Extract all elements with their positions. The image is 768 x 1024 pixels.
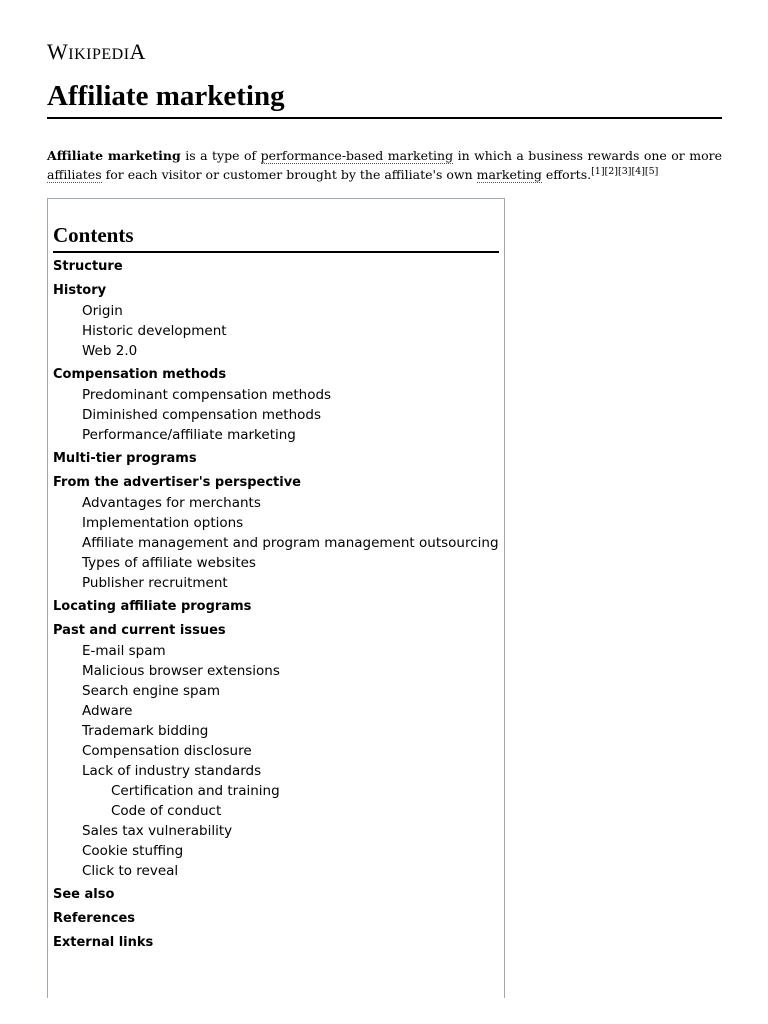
intro-text-2: in which a business rewards one or more xyxy=(453,148,722,163)
toc-item-history[interactable]: History xyxy=(53,283,107,298)
toc-item-sales-tax[interactable]: Sales tax vulnerability xyxy=(82,823,233,839)
page-title: Affiliate marketing xyxy=(47,78,722,119)
link-marketing[interactable]: marketing xyxy=(476,167,542,182)
toc-item-web-2[interactable]: Web 2.0 xyxy=(82,343,138,359)
toc-item-affiliate-management[interactable]: Affiliate management and program management outsourcing xyxy=(82,535,499,551)
toc-item-performance-affiliate[interactable]: Performance/affiliate marketing xyxy=(82,427,296,443)
toc-item-malicious-extensions[interactable]: Malicious browser extensions xyxy=(82,663,280,679)
toc-item-industry-standards[interactable]: Lack of industry standards xyxy=(82,763,262,779)
toc-item-adware[interactable]: Adware xyxy=(82,703,133,719)
reference-links[interactable]: [1][2][3][4][5] xyxy=(591,165,659,177)
intro-text-4: efforts. xyxy=(541,167,592,182)
toc-item-predominant-compensation[interactable]: Predominant compensation methods xyxy=(82,387,332,403)
toc-item-click-to-reveal[interactable]: Click to reveal xyxy=(82,863,179,879)
toc-item-multi-tier[interactable]: Multi-tier programs xyxy=(53,451,197,466)
toc-item-implementation-options[interactable]: Implementation options xyxy=(82,515,244,531)
wordmark-lead-letter: W xyxy=(47,39,69,64)
wordmark-middle-letters: IKIPEDI xyxy=(68,46,130,63)
toc-item-cookie-stuffing[interactable]: Cookie stuffing xyxy=(82,843,184,859)
toc-item-compensation-methods[interactable]: Compensation methods xyxy=(53,367,227,382)
toc-item-compensation-disclosure[interactable]: Compensation disclosure xyxy=(82,743,252,759)
toc-item-certification-training[interactable]: Certification and training xyxy=(111,783,280,799)
intro-text-1: is a type of xyxy=(180,148,261,163)
link-performance-based-marketing[interactable]: performance-based marketing xyxy=(260,148,454,163)
toc-item-email-spam[interactable]: E-mail spam xyxy=(82,643,166,659)
toc-item-references[interactable]: References xyxy=(53,911,136,926)
intro-paragraph xyxy=(47,146,722,184)
toc-item-advantages-merchants[interactable]: Advantages for merchants xyxy=(82,495,261,511)
toc-item-historic-development[interactable]: Historic development xyxy=(82,323,227,339)
link-affiliates[interactable]: affiliates xyxy=(47,167,102,182)
intro-bold-term: Affiliate marketing xyxy=(47,148,181,163)
toc-item-code-of-conduct[interactable]: Code of conduct xyxy=(111,803,222,819)
toc-title: Contents xyxy=(53,221,499,253)
toc-item-diminished-compensation[interactable]: Diminished compensation methods xyxy=(82,407,321,423)
toc-item-see-also[interactable]: See also xyxy=(53,887,115,902)
toc-item-locating-programs[interactable]: Locating affiliate programs xyxy=(53,599,252,614)
toc-list xyxy=(53,257,503,953)
toc-item-external-links[interactable]: External links xyxy=(53,935,154,950)
wordmark-tail-letter: A xyxy=(129,39,146,64)
toc-item-structure[interactable]: Structure xyxy=(53,259,123,274)
toc-item-past-current-issues[interactable]: Past and current issues xyxy=(53,623,226,638)
toc-item-types-affiliate-websites[interactable]: Types of affiliate websites xyxy=(82,555,256,571)
toc-item-trademark-bidding[interactable]: Trademark bidding xyxy=(82,723,209,739)
wikipedia-wordmark[interactable] xyxy=(47,40,146,67)
toc-item-advertiser-perspective[interactable]: From the advertiser's perspective xyxy=(53,475,301,490)
intro-text-3: for each visitor or customer brought by the affiliate's own xyxy=(101,167,477,182)
toc-item-search-engine-spam[interactable]: Search engine spam xyxy=(82,683,221,699)
table-of-contents xyxy=(47,198,505,998)
toc-item-origin[interactable]: Origin xyxy=(82,303,123,319)
toc-item-publisher-recruitment[interactable]: Publisher recruitment xyxy=(82,575,228,591)
